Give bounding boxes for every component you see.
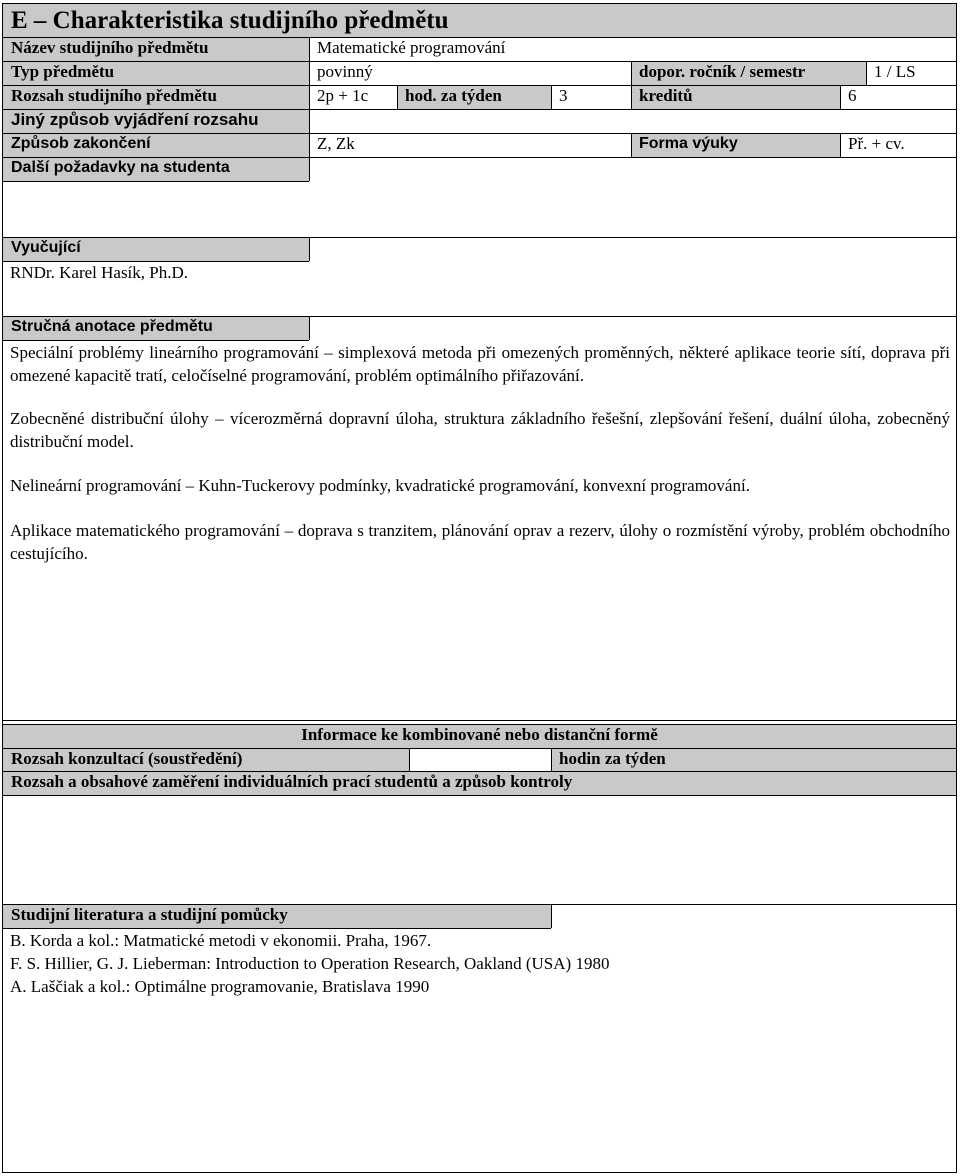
hodin-label: hodin za týden bbox=[551, 748, 956, 771]
kredity-value: 6 bbox=[848, 86, 857, 105]
kredity-label: kreditů bbox=[631, 85, 840, 109]
anotace-paragraph-1: Speciální problémy lineárního programování – simplexová metoda při omezených proměnných, některé aplikace teorie sítí, doprava při omezené kapacitě tratí, celočíselné programování, problém optimálního přiřazování. bbox=[10, 343, 950, 385]
pozadavky-label: Další požadavky na studenta bbox=[3, 157, 309, 181]
literatura-item-1: B. Korda a kol.: Matmatické metodi v ekonomii. Praha, 1967. bbox=[10, 931, 432, 950]
rozsah-label: Rozsah studijního předmětu bbox=[3, 85, 309, 109]
forma-label: Forma výuky bbox=[631, 133, 840, 157]
hod-label: hod. za týden bbox=[397, 85, 551, 109]
nazev-label: Název studijního předmětu bbox=[3, 37, 309, 61]
literatura-item-2: F. S. Hillier, G. J. Lieberman: Introduction to Operation Research, Oakland (USA) 1980 bbox=[10, 954, 610, 973]
page-title: E – Charakteristika studijního předmětu bbox=[3, 4, 956, 37]
typ-label: Typ předmětu bbox=[3, 61, 309, 85]
anotace-label: Stručná anotace předmětu bbox=[3, 316, 309, 340]
rocnik-value: 1 / LS bbox=[874, 62, 916, 81]
hod-value: 3 bbox=[559, 86, 568, 105]
konzultace-value bbox=[409, 748, 551, 771]
jiny-label: Jiný způsob vyjádření rozsahu bbox=[3, 109, 309, 133]
anotace-paragraph-4: Aplikace matematického programování – doprava s tranzitem, plánování oprav a rezerv, úlohy o rozmístění výroby, problém obchodního cestujícího. bbox=[10, 521, 950, 563]
literatura-label: Studijní literatura a studijní pomůcky bbox=[3, 904, 551, 928]
rocnik-label: dopor. ročník / semestr bbox=[631, 61, 866, 85]
anotace-paragraph-2: Zobecněné distribuční úlohy – vícerozměrná dopravní úloha, struktura základního řešešní, zlepšování řešení, duální úloha, zobecněný distribuční model. bbox=[10, 409, 950, 451]
anotace-paragraph-3: Nelineární programování – Kuhn-Tuckerovy podmínky, kvadratické programování, konvexní programování. bbox=[10, 476, 750, 495]
zakonceni-value: Z, Zk bbox=[317, 134, 355, 153]
zakonceni-label: Způsob zakončení bbox=[3, 133, 309, 157]
konzultace-label: Rozsah konzultací (soustředění) bbox=[3, 748, 409, 771]
jiny-value bbox=[309, 109, 956, 133]
typ-value: povinný bbox=[317, 62, 373, 81]
prace-label: Rozsah a obsahové zaměření individuálních prací studentů a způsob kontroly bbox=[3, 771, 956, 795]
forma-value: Př. + cv. bbox=[848, 134, 905, 153]
rozsah-value: 2p + 1c bbox=[317, 86, 369, 105]
vyucujici-name: RNDr. Karel Hasík, Ph.D. bbox=[10, 263, 189, 282]
nazev-value: Matematické programování bbox=[317, 38, 506, 57]
literatura-item-3: A. Laščiak a kol.: Optimálne programovanie, Bratislava 1990 bbox=[10, 977, 430, 996]
vyucujici-label: Vyučující bbox=[3, 237, 309, 261]
kombinovana-heading: Informace ke kombinované nebo distanční formě bbox=[3, 724, 956, 748]
